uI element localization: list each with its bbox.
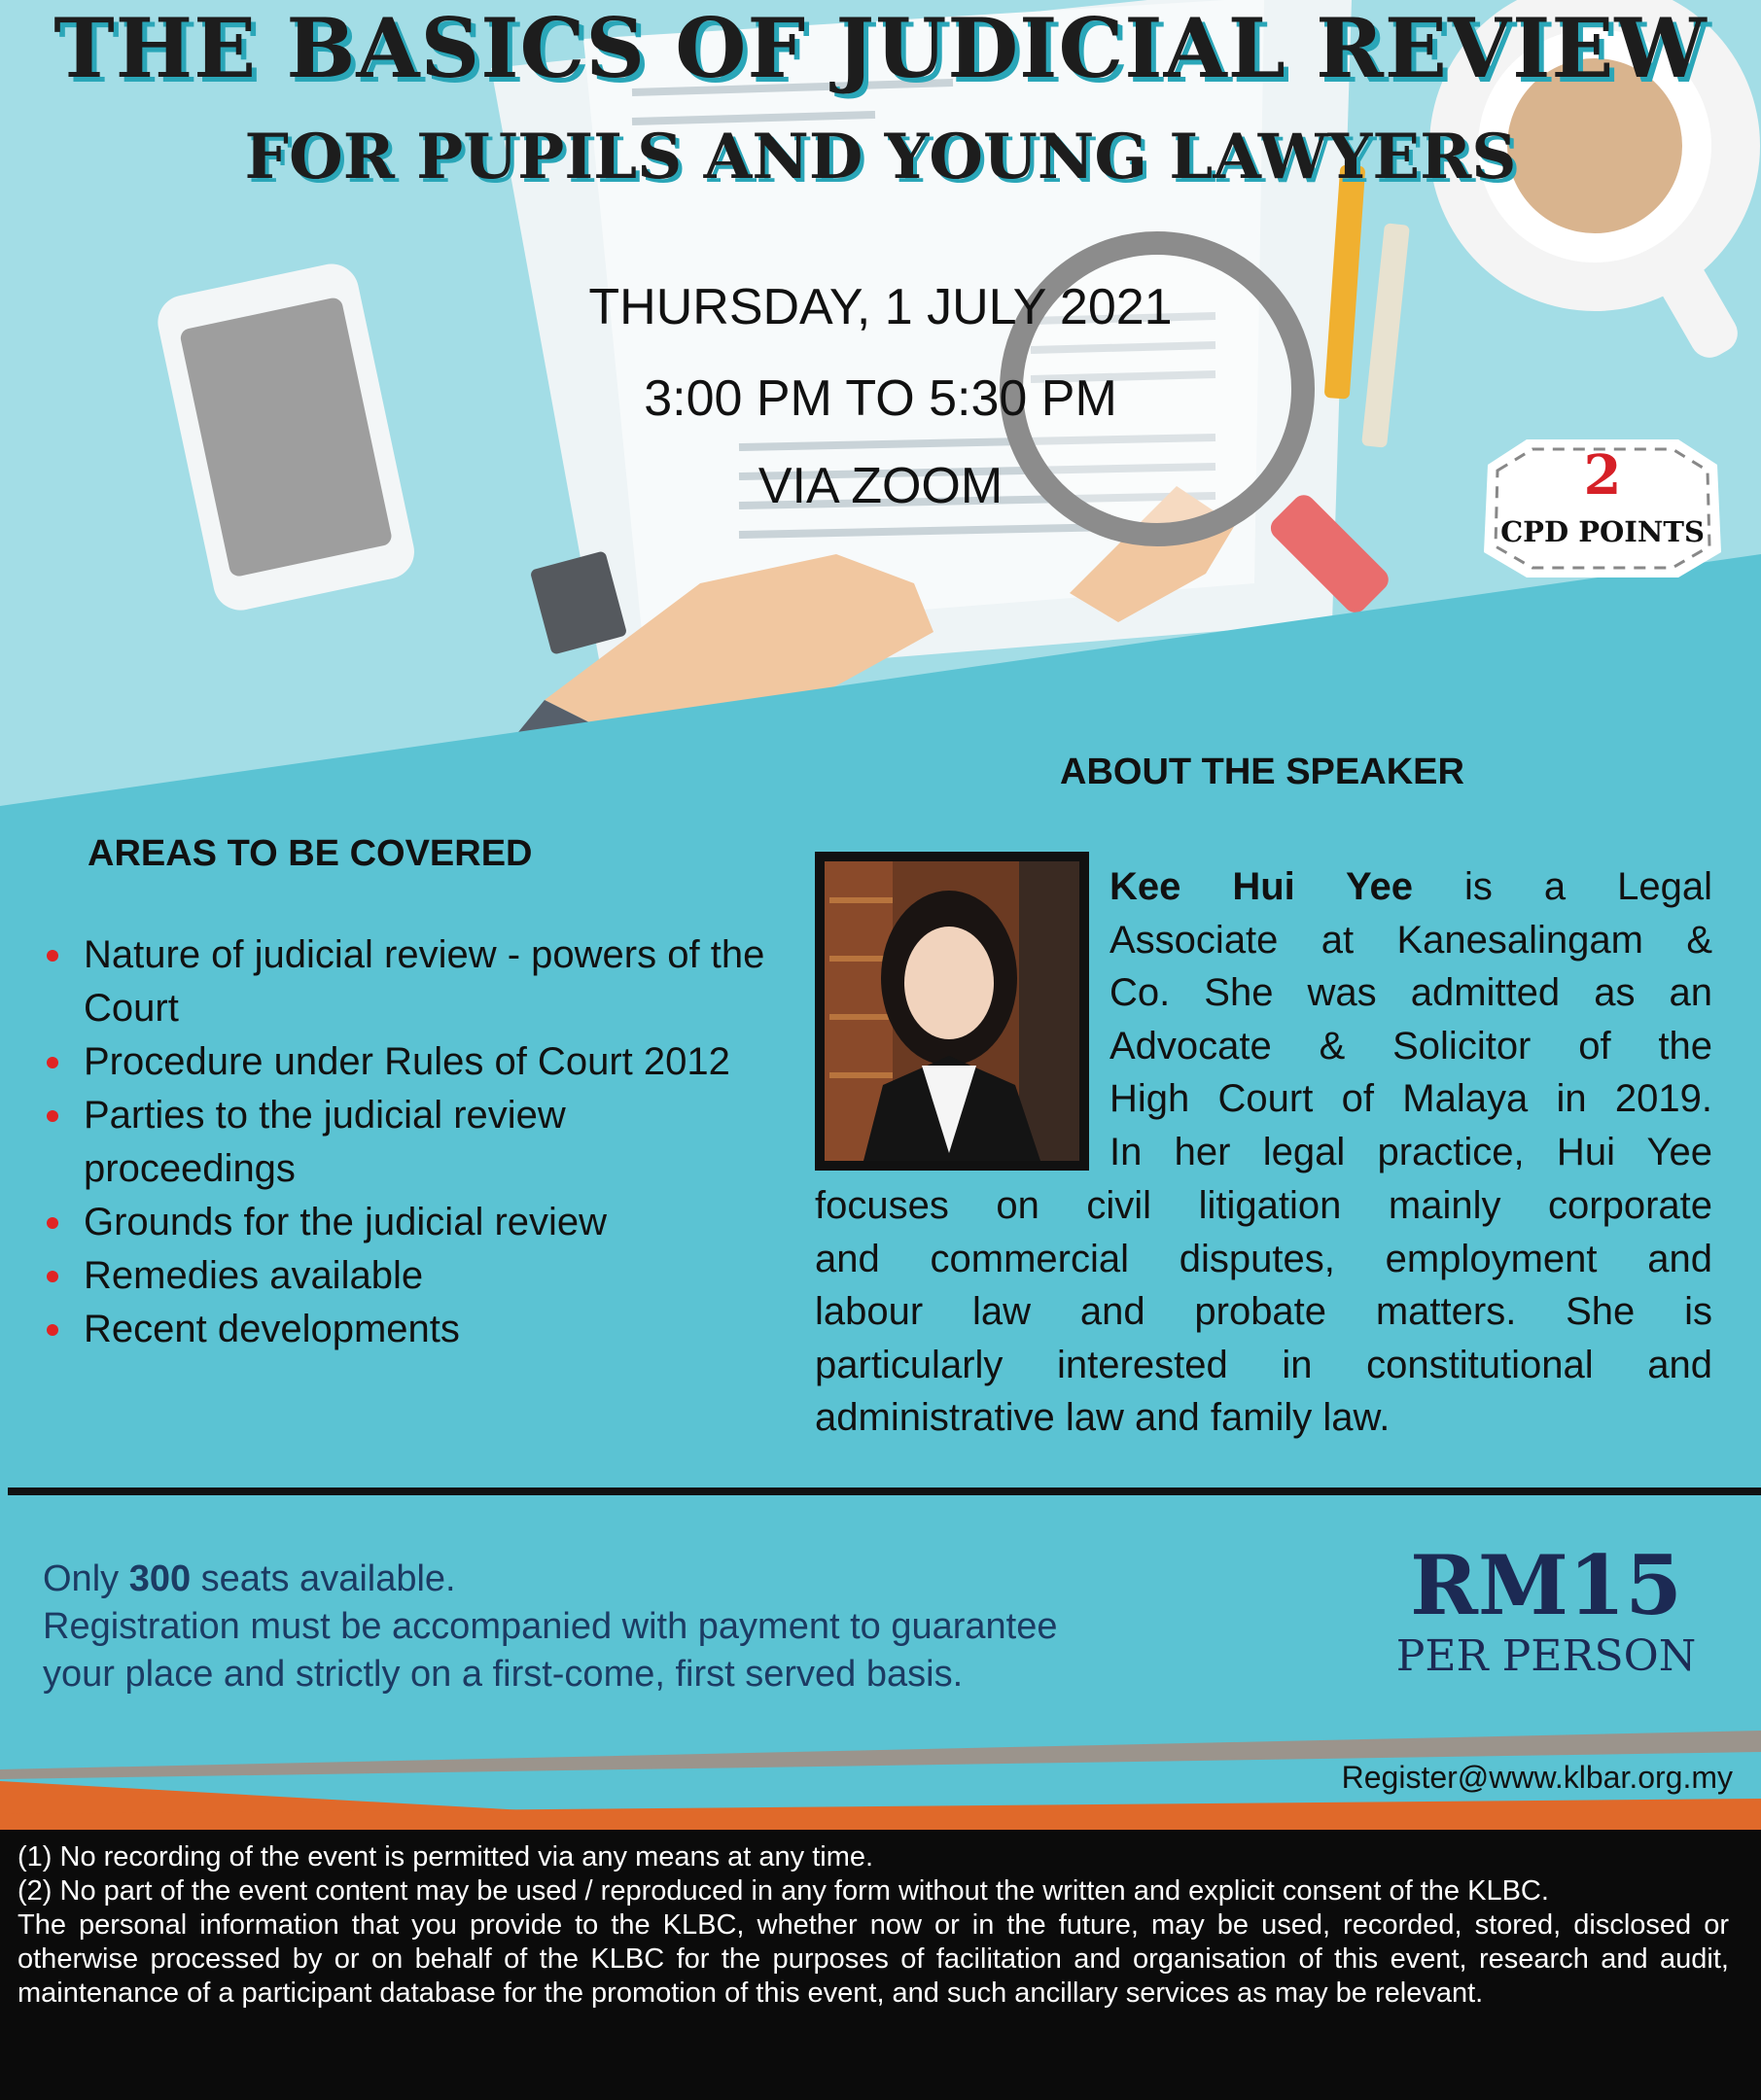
list-item: Remedies available [39,1249,778,1303]
speaker-name: Kee Hui Yee [1109,865,1414,908]
speaker-portrait [825,861,1079,1161]
list-item: Recent developments [39,1303,778,1356]
privacy-notice: The personal information that you provide to the KLBC, whether now or in the future, may be used, recorded, stored, disclosed or otherwise processed by or on behalf of the KLBC for the purposes of facilitation and organisation of this event, research and audit, maintenance of a participant database for the promotion of this event, and such ancillary services as may be relevant. [18,1909,1729,2009]
event-time: 3:00 PM TO 5:30 PM [644,370,1117,427]
price-box [1361,1537,1731,1683]
register-link[interactable]: Register@www.klbar.org.my [1341,1760,1733,1795]
speaker-bio-top: Kee Hui Yee is a Legal Associate at Kanesalingam & Co. She was admitted as an Advocate & Solicitor of the High Court of Malaya in 2019. In her legal practice, Hui Yee [1109,865,1713,1173]
title-line-1: THE BASICS OF JUDICIAL REVIEW [53,0,1708,96]
list-item: Procedure under Rules of Court 2012 [39,1035,778,1089]
cpd-points-number: 2 [1583,443,1622,508]
registration-info: Only 300 seats available. Registration must be accompanied with payment to guarantee your place and strictly on a first-come, first served basis. [43,1558,1058,1695]
areas-list [39,928,778,1356]
bullet-icon [47,1110,58,1122]
footer-note-2: (2) No part of the event content may be used / reproduced in any form without the written and explicit consent of the KLBC. [18,1875,1549,1907]
bullet-icon [47,1271,58,1282]
footer-text [18,1840,1729,2011]
bullet-icon [47,950,58,962]
list-item: Nature of judicial review - powers of the Court [39,928,778,1035]
seats-count: 300 [128,1558,192,1599]
event-venue: VIA ZOOM [757,458,1004,514]
hero-banner [0,0,1761,807]
cpd-points-label: CPD POINTS [1500,515,1705,548]
speaker-heading: ABOUT THE SPEAKER [1060,752,1464,792]
price-unit: PER PERSON [1395,1631,1697,1681]
speaker-photo [815,852,1089,1171]
cpd-badge [1476,436,1729,581]
speaker-bio-bottom: focuses on civil litigation mainly corporate and commercial disputes, employment and labour law and probate matters. She is particularly interested in constitutional and administrative law and family law. [815,1184,1712,1440]
footer-note-1: (1) No recording of the event is permitted via any means at any time. [18,1841,874,1872]
bullet-icon [47,1057,58,1068]
event-date: THURSDAY, 1 JULY 2021 [588,279,1173,335]
bullet-icon [47,1217,58,1229]
list-item: Parties to the judicial review proceedings [39,1089,778,1196]
title-line-2: FOR PUPILS AND YOUNG LAWYERS [244,121,1517,193]
areas-heading: AREAS TO BE COVERED [88,833,533,874]
list-item: Grounds for the judicial review [39,1196,778,1249]
bullet-icon [47,1324,58,1336]
price-amount: RM15 [1410,1537,1682,1633]
section-divider [8,1488,1761,1495]
